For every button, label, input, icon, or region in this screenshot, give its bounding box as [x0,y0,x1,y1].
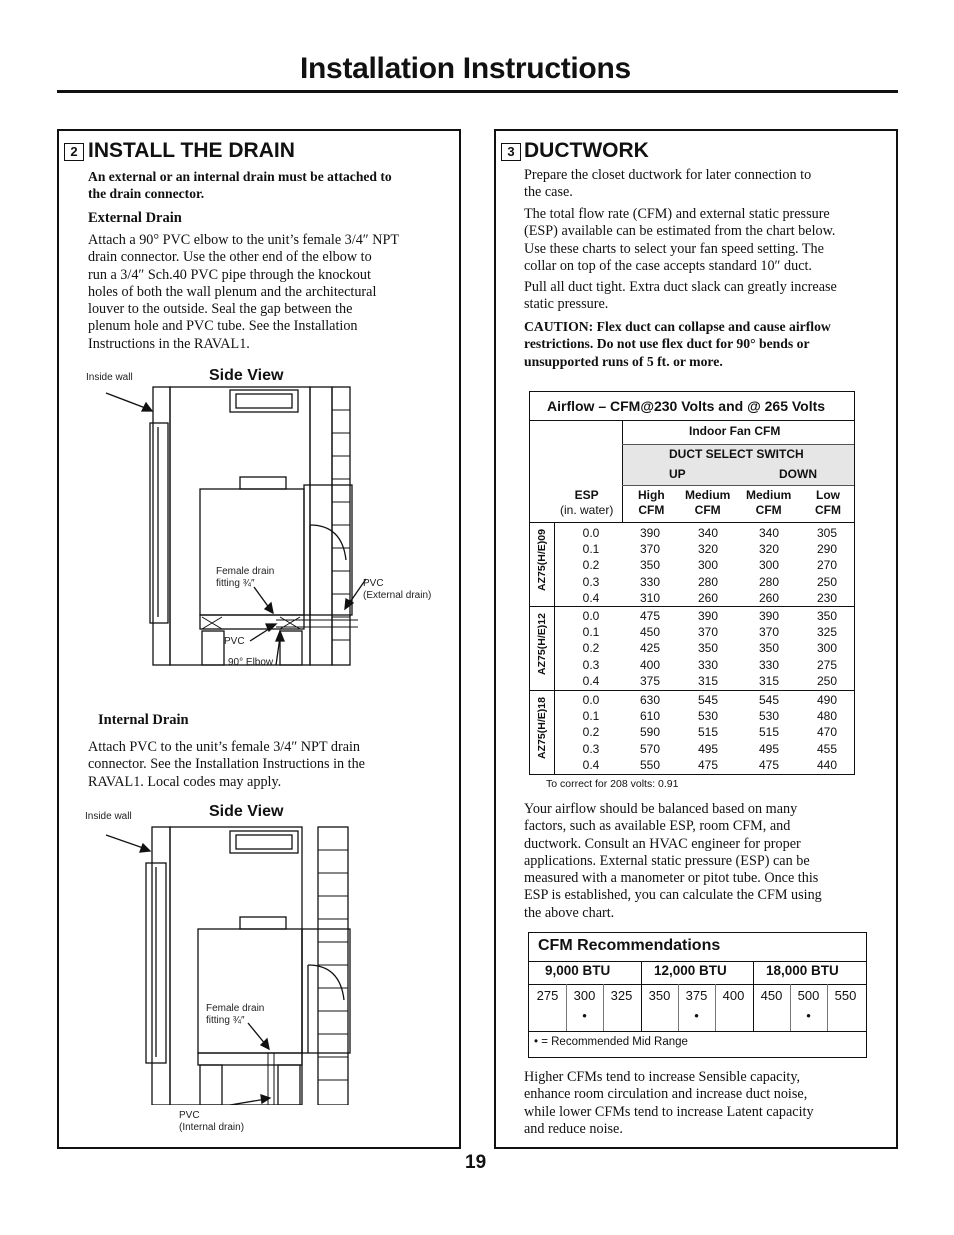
medium-up-column: 545 530 515 495 475 [697,693,719,772]
page-number: 19 [465,1152,487,1173]
high-column: 390 370 350 330 310 [639,526,661,605]
high-header: High CFM [638,488,665,517]
esp-column: 0.0 0.1 0.2 0.3 0.4 [582,526,600,605]
up-header: UP [669,467,686,481]
btu-header: 9,000 BTU [545,963,611,978]
medium-up-column: 390 370 350 330 315 [697,609,719,688]
medium-down-column: 390 370 350 330 315 [758,609,780,688]
ductwork-para-1: Prepare the closet ductwork for later connection to the case. [524,167,812,201]
down-header: DOWN [779,467,817,481]
side-view-label: Side View [209,367,284,384]
pvc-internal-label: PVC (Internal drain) [179,1110,245,1133]
cfm-value: 375 [685,988,708,1003]
section-heading: DUCTWORK [524,139,649,162]
intro-text: An external or an internal drain must be attached to the drain connector. [88,169,392,202]
female-fitting-label: Female drain fitting ¾″ [216,566,275,589]
esp-header: ESP (in. water) [560,488,614,517]
step-number: 2 [64,143,84,161]
airflow-table [529,391,855,775]
section-heading: INSTALL THE DRAIN [88,139,295,162]
internal-drain-heading: Internal Drain [98,712,189,728]
high-column: 475 450 425 400 375 [639,609,661,688]
recommended-marker: • [582,1008,587,1023]
medium-down-column: 545 530 515 495 475 [758,693,780,772]
medium-up-column: 340 320 300 280 260 [697,526,719,605]
cfm-value: 550 [834,988,857,1003]
cfm-value: 500 [797,988,820,1003]
model-label: AZ75(H/E)09 [536,529,548,591]
esp-column: 0.0 0.1 0.2 0.3 0.4 [582,693,600,772]
cfm-value: 275 [536,988,559,1003]
airflow-table-title: Airflow – CFM@230 Volts and @ 265 Volts [547,398,826,414]
low-column: 350 325 300 275 250 [816,609,838,688]
caution-text: CAUTION: Flex duct can collapse and cause airflow restrictions. Do not use flex duct for 90° bends or unsupported runs of 5 ft. or more. [524,319,831,369]
pvc-external-label: PVC (External drain) [363,578,432,601]
btu-header: 12,000 BTU [654,963,727,978]
elbow-label: 90° Elbow [228,657,274,668]
inside-wall-label: Inside wall [86,372,133,383]
pvc-label: PVC [224,636,245,647]
external-drain-heading: External Drain [88,210,182,226]
internal-drain-text: Attach PVC to the unit’s female 3/4″ NPT drain connector. See the Installation Instructions in the RAVAL1. Local codes may apply. [88,739,365,790]
external-drain-text: Attach a 90° PVC elbow to the unit’s female 3/4″ NPT drain connector. Use the other end of the elbow to run a 3/4″ Sch.40 PVC pipe through the knockout holes of both the wall plenum and the architectural louver to the outside. Seal the gap between the plenum hole and PVC tube. See the Installation Instructions in the RAVAL1. [88,232,400,352]
ductwork-para-3: Pull all duct tight. Extra duct slack can greatly increase static pressure. [524,279,837,313]
high-column: 630 610 590 570 550 [639,693,661,772]
voltage-note: To correct for 208 volts: 0.91 [546,778,679,790]
cfm-legend: • = Recommended Mid Range [534,1036,688,1048]
model-label: AZ75(H/E)18 [536,697,548,759]
low-column: 490 480 470 455 440 [816,693,838,772]
page-title: Installation Instructions [300,52,631,85]
step-number: 3 [501,143,521,161]
low-column: 305 290 270 250 230 [816,526,838,605]
indoor-fan-header: Indoor Fan CFM [689,424,781,438]
ductwork-para-2: The total flow rate (CFM) and external static pressure (ESP) available can be estimated from the chart below. Use these charts to select your fan speed setting. The collar on top of the case accepts standard 10″ duct. [524,206,836,274]
female-fitting-label: Female drain fitting ¾″ [206,1003,265,1026]
recommended-marker: • [806,1008,811,1023]
esp-column: 0.0 0.1 0.2 0.3 0.4 [582,609,600,688]
cfm-value: 300 [573,988,596,1003]
cfm-recommendations-table [528,932,867,1058]
side-view-label: Side View [209,803,284,820]
medium-down-header: Medium CFM [746,488,792,517]
btu-header: 18,000 BTU [766,963,839,978]
low-header: Low CFM [815,488,841,517]
ductwork-para-4: Your airflow should be balanced based on many factors, such as available ESP, room CFM, and ductwork. Consult an HVAC engineer for proper applications. External static pressure (ESP) can be measured with a manometer or pitot tube. Once this ESP is established, you can calculate the CFM using the above chart. [524,801,822,921]
inside-wall-label: Inside wall [85,811,132,822]
cfm-value: 350 [648,988,671,1003]
cfm-value: 400 [722,988,745,1003]
medium-up-header: Medium CFM [685,488,731,517]
title-rule [57,90,898,93]
cfm-table-title: CFM Recommendations [538,937,721,954]
external-drain-diagram [80,365,380,675]
duct-switch-header: DUCT SELECT SWITCH [669,447,804,461]
ductwork-para-5: Higher CFMs tend to increase Sensible capacity, enhance room circulation and increase duct noise, while lower CFMs tend to increase Latent capacity and reduce noise. [524,1069,814,1137]
internal-drain-diagram [80,805,380,1105]
model-label: AZ75(H/E)12 [536,613,548,675]
medium-down-column: 340 320 300 280 260 [758,526,780,605]
recommended-marker: • [694,1008,699,1023]
cfm-value: 450 [760,988,783,1003]
cfm-value: 325 [610,988,633,1003]
